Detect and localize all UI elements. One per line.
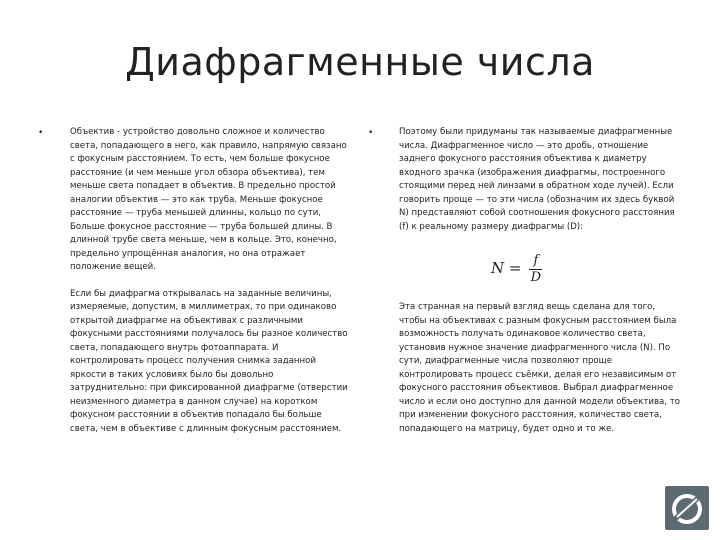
aperture-formula [491, 247, 685, 291]
formula-fraction [529, 253, 542, 286]
left-bullet: • [38, 128, 44, 138]
slide-title: Диафрагменные числа [125, 40, 595, 84]
left-paragraph-2: Если бы диафрагма открывалась на заданные величины, измеряемые, допустим, в миллиметрах, то при одинаково открытой диафрагме на объективах с различными фокусными расстояниями получалось бы разное количество света, попадающего внутрь фотоаппарата. И контролировать процесс получения снимка заданной яркости в таких условиях было бы довольно затруднительно: при фиксированной диафрагме (отверстии неизменного диаметра в данном случае) на коротком фокусном расстоянии в объектив попадало бы больше света, чем в объективе с длинным фокусным расстоянием. [70, 288, 348, 434]
formula-lhs: N = [491, 259, 522, 278]
left-column [70, 126, 352, 449]
right-paragraph-1: Поэтому были придуманы так называемые диафрагменные числа. Диафрагменное число — это дробь, отношение заднего фокусного расстояния объектива к диаметру входного зрачка (изображения диафрагмы, построенного стоящими перед ней линзами в обратном ходе лучей). Если говорить проще — то эти числа (обозначим их здесь буквой N) представляют собой соотношения фокусного расстояния (f) к реальному размеру диафрагмы (D): [399, 127, 675, 232]
left-paragraph-1: Объектив - устройство довольно сложное и количество света, попадающего в него, как правило, напрямую связано с фокусным расстоянием. То есть, чем больше фокусное расстояние (и чем меньше угол обзора объектива), тем меньше света попадает в объектив. В предельно простой аналогии объектив — это как труба. Меньше фокусное расстояние — труба меньшей длинны, кольцо по сути, Больше фокусное расстояние — труба большей длины. В длинной трубе света меньше, чем в кольце. Это, конечно, предельно упрощённая аналогия, но она отражает положение вещей. [70, 127, 347, 272]
right-paragraph-2: Эта странная на первый взгляд вещь сделана для того, чтобы на объективах с разным фокусным расстоянием была возможность получать одинаковое количество света, установив нужное значение диафрагменного числа (N). По сути, диафрагменные числа позволяют проще контролировать процесс съёмки, делая его независимым от фокусного расстояния объективов. Выбрал диафрагменное число и если оно доступно для данной модели объектива, то при изменении фокусного расстояния, количество света, попадающего на матрицу, будет одно и то же. [399, 302, 681, 434]
right-bullet: • [368, 128, 374, 138]
presentation-logo-icon [665, 486, 709, 530]
formula-numerator: f [529, 253, 542, 270]
formula-denominator: D [530, 269, 542, 285]
right-column [399, 126, 685, 449]
